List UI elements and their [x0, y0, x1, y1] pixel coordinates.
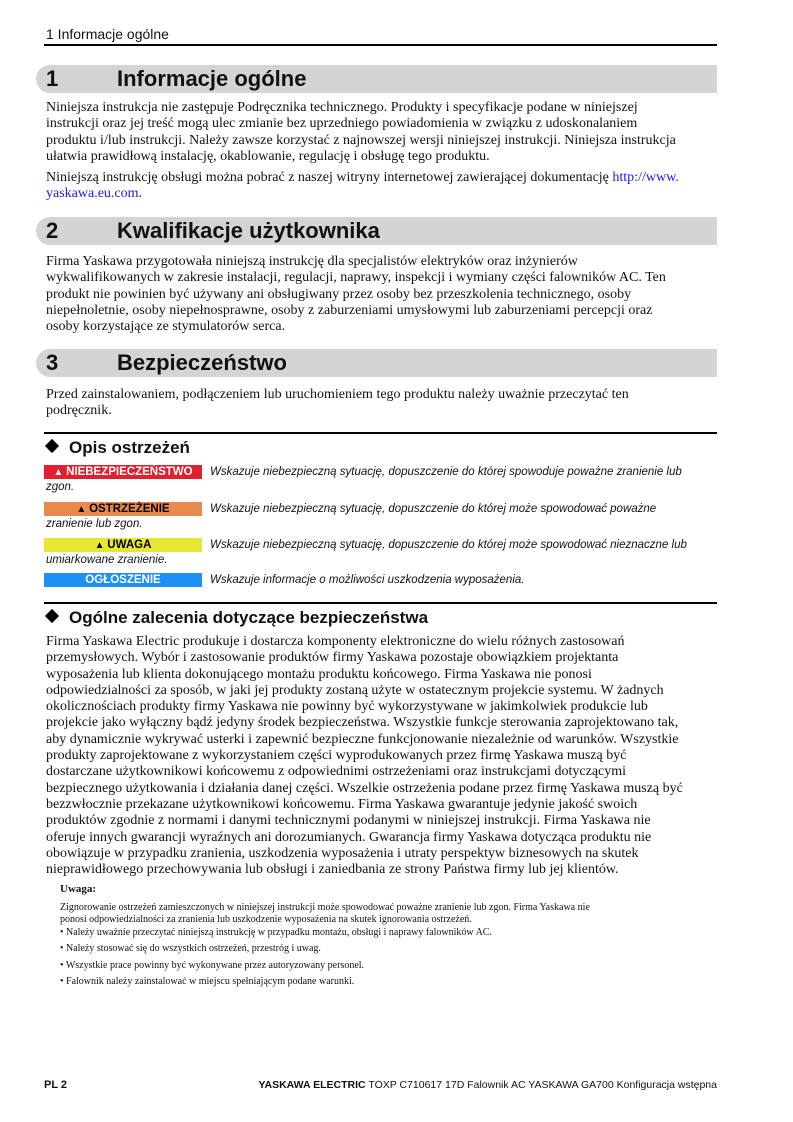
text-line: wykwalifikowanych w zakresie instalacji, regulacji, naprawy, inspekcji i wymiany części falowników AC. Ten — [46, 270, 666, 286]
header-rule — [44, 44, 717, 46]
section-heading-2 — [36, 217, 717, 245]
warning-triangle-icon: ▲ — [94, 540, 108, 551]
text-line: okolicznościach produkty firmy Yaskawa nie powinny być wykorzystywane w jakimkolwiek produkcie lub — [46, 699, 648, 715]
note-box — [60, 883, 720, 989]
diamond-bullet-icon — [45, 439, 59, 453]
text-line: Wskazuje niebezpieczną sytuację, dopuszczenie do której spowoduje poważne zranienie lub — [210, 466, 682, 478]
note-line: Zignorowanie ostrzeżeń zamieszczonych w niniejszej instrukcji może spowodować poważne zranienie lub zgon. Firma Yaskawa nie — [60, 901, 590, 913]
warning-label-text: OGŁOSZENIE — [85, 574, 161, 586]
section-title: Informacje ogólne — [117, 66, 307, 91]
footer-doc-title: TOXP C710617 17D Falownik AC YASKAWA GA700 Konfiguracja wstępna — [365, 1079, 717, 1091]
text-line: Niniejsza instrukcja nie zastępuje Podręcznika technicznego. Produkty i specyfikacje podane w niniejszej — [46, 100, 638, 115]
text-line: bezpiecznego użytkowania i działania danej części. Wszelkie ostrzeżenia podane przez firmę Yaskawa muszą być — [46, 780, 683, 796]
warning-description — [46, 502, 716, 532]
text-line: osoby korzystające ze stymulatorów serca. — [46, 319, 286, 335]
text-line: odpowiedzialności za sposób, w jaki jej produkty zostaną użyte w ostatecznym projekcie systemu. W żadnych — [46, 682, 664, 698]
section-heading-3 — [36, 349, 717, 377]
bullet-item: • Należy uważnie przeczytać niniejszą instrukcję w przypadku montażu, obsługi i naprawy falowników AC. — [60, 926, 492, 938]
text-line: zgon. — [46, 481, 75, 493]
section-heading-1 — [36, 65, 717, 93]
section-3-intro — [46, 387, 716, 420]
bullet-item: • Wszystkie prace powinny być wykonywane przez autoryzowany personel. — [60, 959, 365, 971]
note-title: Uwaga: — [60, 883, 97, 895]
text-line: nieprawidłowego przechowywania lub obsługi i zaniedbania ze strony Państwa firmy lub jej klientów. — [46, 862, 619, 878]
text-line: zranienie lub zgon. — [46, 518, 143, 530]
text-line: obowiązuje w przypadku zranienia, uszkodzenia wyposażenia i utraty perspektyw biznesowych na skutek — [46, 845, 639, 861]
text: Niniejszą instrukcję obsługi można pobrać z naszej witryny internetowej zawierającej dokumentację — [46, 170, 613, 186]
text-line: produktów zgodnie z normami i danymi technicznymi podanymi w niniejszej instrukcji. Firma Yaskawa nie — [46, 813, 651, 829]
diamond-bullet-icon — [45, 609, 59, 623]
text-line: produkty zaprojektowane z wykorzystaniem części wyprodukowanych przez firmę Yaskawa muszą być — [46, 748, 627, 764]
running-header: 1 Informacje ogólne — [46, 26, 169, 42]
website-link[interactable]: yaskawa.eu.com — [46, 186, 139, 202]
text-line: Wskazuje niebezpieczną sytuację, dopuszczenie do której może spowodować nieznaczne lub — [210, 539, 687, 551]
text-line: przemysłowych. Wybór i zastosowanie produktów firmy Yaskawa pozostaje obowiązkiem projektanta — [46, 650, 619, 666]
text-line: niepełnoletnie, osoby niepełnosprawne, osoby z zaburzeniami umysłowymi lub zaburzeniami percepcji oraz — [46, 302, 653, 318]
text-line: oferuje innych gwarancji wyraźnych ani dorozumianych. Gwarancja firmy Yaskawa dotycząca produktu nie — [46, 829, 652, 845]
text-line: instrukcji oraz jej treść mogą ulec zmianie bez uprzedniego powiadomienia w związku z udoskonalaniem — [46, 116, 638, 132]
page-number: PL 2 — [44, 1079, 68, 1091]
bullet-item: • Należy stosować się do wszystkich ostrzeżeń, przestróg i uwag. — [60, 943, 321, 954]
subsection-heading — [44, 608, 428, 628]
subsection-heading — [44, 438, 190, 458]
section-number: 3 — [46, 350, 59, 375]
text: . — [138, 186, 143, 202]
text-line: produkt nie powinien być używany ani obsługiwany przez osoby bez przeszkolenia technicznego, osoby — [46, 286, 632, 302]
section-number: 1 — [46, 66, 59, 91]
section-1-paragraph — [46, 100, 716, 203]
text-line — [46, 170, 716, 186]
warning-triangle-icon: ▲ — [76, 504, 90, 515]
text-line: podręcznik. — [46, 403, 112, 419]
subsection-title: Ogólne zalecenia dotyczące bezpieczeństwa — [69, 608, 429, 627]
text-line: produktu i/lub instrukcji. Należy zawsze korzystać z najnowszej wersji niniejszej instrukcji. Niniejsza instrukcja — [46, 132, 676, 148]
warning-description — [46, 573, 716, 588]
warning-label-text: UWAGA — [107, 539, 152, 551]
subsection-rule — [44, 432, 717, 434]
warning-triangle-icon: ▲ — [53, 467, 67, 478]
text-line: ułatwia prawidłową instalację, okablowanie, regulację i obsługę tego produktu. — [46, 148, 490, 164]
bullet-item: • Falownik należy zainstalować w miejscu spełniającym podane warunki. — [60, 976, 355, 987]
text-line: Firma Yaskawa Electric produkuje i dostarcza komponenty elektroniczne do wielu różnych zastosowań — [46, 634, 625, 649]
warning-description — [46, 465, 716, 495]
text-line: wyposażenia lub klienta dokonującego montażu produktu końcowego. Firma Yaskawa nie ponosi — [46, 666, 592, 682]
website-link[interactable]: http://www. — [612, 170, 679, 186]
text-line: Firma Yaskawa przygotowała niniejszą instrukcję dla specjalistów elektryków oraz inżynierów — [46, 254, 578, 269]
note-line: ponosi odpowiedzialności za zranienia lub uszkodzenie wyposażenia na skutek ignorowania ostrzeżeń. — [60, 914, 472, 925]
safety-paragraph — [46, 634, 716, 878]
section-title: Bezpieczeństwo — [117, 350, 287, 375]
section-number: 2 — [46, 218, 59, 243]
warning-description — [46, 538, 716, 568]
text-line: Przed zainstalowaniem, podłączeniem lub uruchomieniem tego produktu należy uważnie przeczytać ten — [46, 387, 629, 402]
section-title: Kwalifikacje użytkownika — [117, 218, 380, 243]
text-line: umiarkowane zranienie. — [46, 554, 168, 566]
text-line: projekcie jako wyłączny bądź jedyny środek bezpieczeństwa. Wszystkie funkcje sterowania zaprojektowano tak, — [46, 715, 679, 731]
text-line: aby dynamicznie wykrywać usterki i zapewnić bezpieczne funkcjonowanie niezależnie od warunków. Wszystkie — [46, 731, 679, 747]
warning-label-text: OSTRZEŻENIE — [89, 503, 170, 515]
subsection-title: Opis ostrzeżeń — [69, 438, 190, 457]
subsection-rule — [44, 602, 717, 604]
text-line: dostarczane użytkownikowi końcowemu z odpowiednimi ostrzeżeniami oraz instrukcjami dotyczącymi — [46, 764, 627, 780]
footer-brand: YASKAWA ELECTRIC — [258, 1079, 366, 1091]
text-line: bezzwłocznie przekazane użytkownikowi końcowemu. Firma Yaskawa gwarantuje jedynie jakość swoich — [46, 796, 638, 812]
text-line — [46, 186, 716, 202]
text-line: Wskazuje informacje o możliwości uszkodzenia wyposażenia. — [210, 574, 525, 586]
text-line: Wskazuje niebezpieczną sytuację, dopuszczenie do której może spowodować poważne — [210, 503, 657, 515]
section-2-paragraph — [46, 254, 716, 335]
warning-label-text: NIEBEZPIECZEŃSTWO — [66, 466, 193, 478]
footer-doc-info — [258, 1079, 717, 1091]
